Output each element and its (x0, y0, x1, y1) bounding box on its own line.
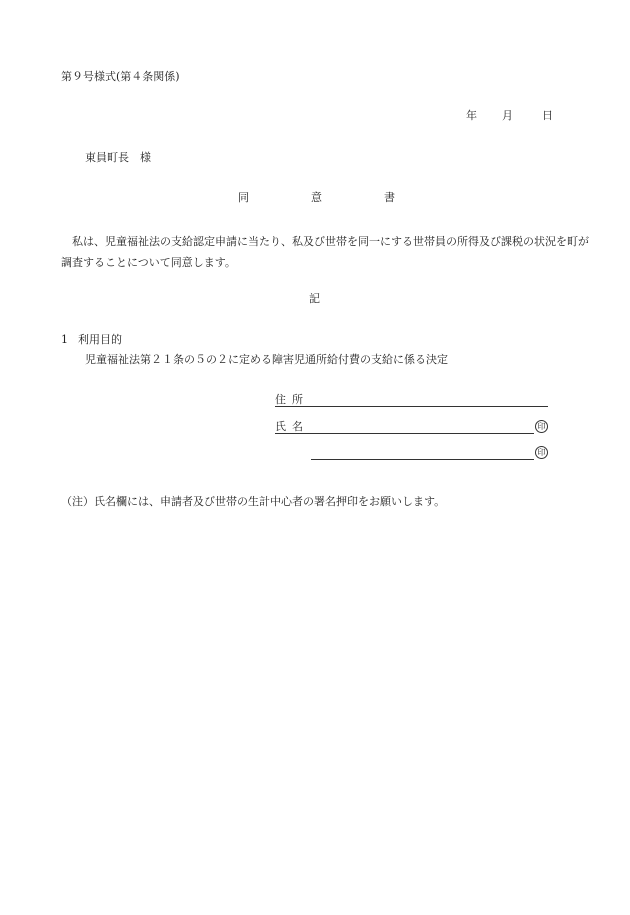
title-char-2: 意 (311, 191, 322, 204)
date-year-label: 年 (466, 109, 477, 122)
section-heading (61, 333, 122, 347)
note: （注）氏名欄には、申請者及び世帯の生計中心者の署名押印をお願いします。 (61, 495, 446, 508)
address-label (275, 393, 309, 407)
form-number: 第９号様式(第４条関係) (61, 70, 180, 83)
title-char-1: 同 (238, 191, 249, 204)
name-label (275, 420, 309, 434)
title-char-3: 書 (384, 191, 395, 204)
applicant-name-field[interactable] (275, 433, 534, 434)
address-field[interactable] (275, 406, 548, 407)
consent-body: 私は、児童福祉法の支給認定申請に当たり、私及び世帯を同一にする世帯員の所得及び課税の状況を町が調査することについて同意します。 (61, 235, 589, 269)
seal-mark-applicant: 印 (535, 420, 548, 433)
name-label-char-2: 名 (292, 420, 303, 433)
address-label-char-2: 所 (292, 393, 303, 406)
seal-mark-household-head: 印 (535, 446, 548, 459)
household-head-name-field[interactable] (311, 459, 534, 460)
address-label-char-1: 住 (275, 393, 286, 406)
recipient: 東員町長 様 (85, 151, 151, 164)
document-title (238, 191, 395, 205)
ki-heading: 記 (309, 292, 320, 305)
section-content: 児童福祉法第２１条の５の２に定める障害児通所給付費の支給に係る決定 (85, 353, 448, 366)
date-field (466, 109, 553, 123)
date-month-label: 月 (502, 109, 513, 122)
name-label-char-1: 氏 (275, 420, 286, 433)
date-day-label: 日 (542, 109, 553, 122)
section-title: 利用目的 (78, 333, 122, 346)
section-number: 1 (61, 333, 68, 346)
